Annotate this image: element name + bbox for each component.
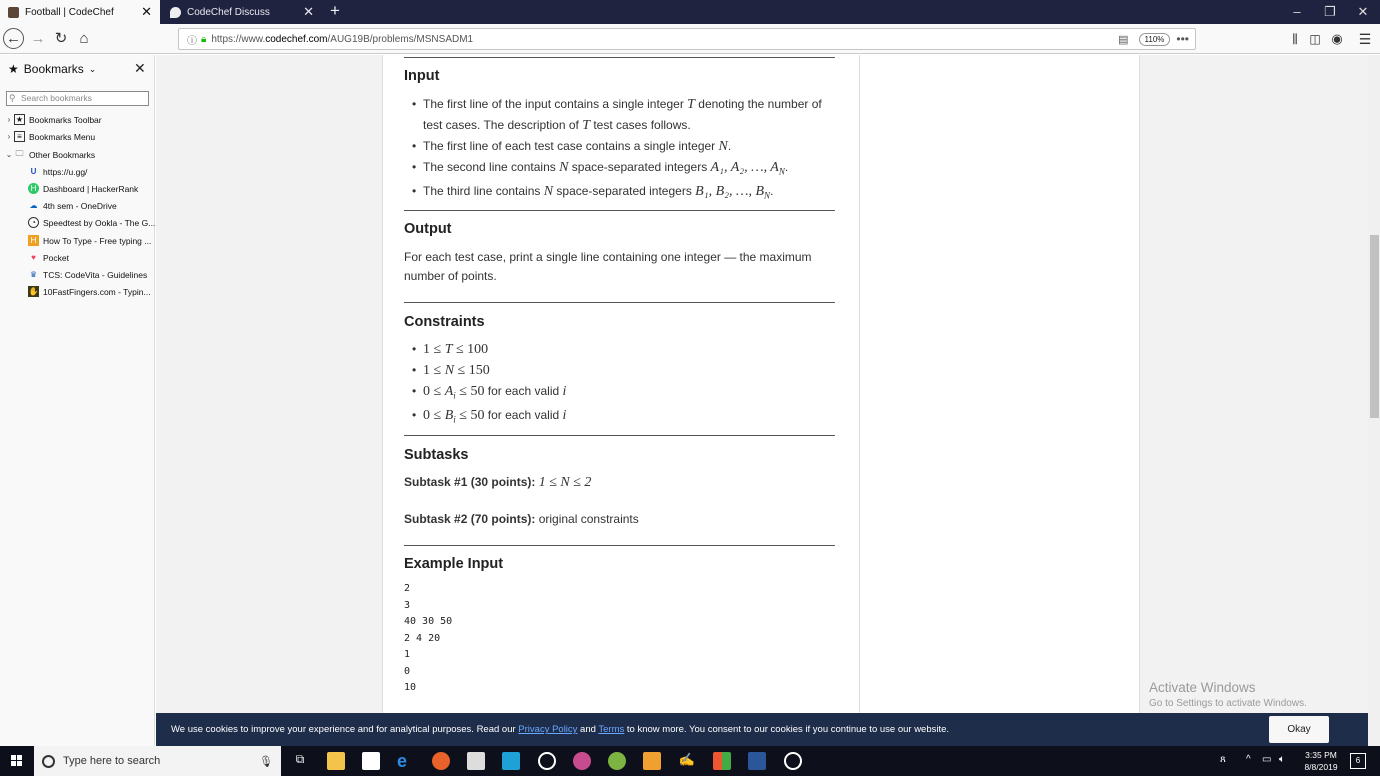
input-line-4: • The third line contains N space-separated integers B₁, B₂, …, $B_N$. — [404, 181, 844, 205]
close-window-button[interactable]: ✕ — [1357, 4, 1369, 19]
page-actions-icon[interactable]: ••• — [1176, 32, 1189, 46]
tab-title: CodeChef Discuss — [187, 6, 270, 18]
divider — [404, 435, 835, 436]
divider — [404, 302, 835, 303]
account-icon[interactable]: ◉ — [1331, 31, 1343, 46]
tray-chevron-up-icon[interactable]: ^ — [1246, 754, 1251, 765]
word-icon[interactable] — [748, 752, 766, 770]
people-icon[interactable]: ጸ — [1220, 754, 1226, 765]
okay-button[interactable]: Okay — [1269, 716, 1329, 743]
search-icon: ⚲ — [9, 93, 16, 103]
forward-button[interactable]: → — [30, 30, 46, 47]
chrome-icon[interactable] — [538, 752, 556, 770]
network-icon[interactable]: ▭ — [1262, 754, 1272, 765]
toolbar-folder-icon: ★ — [15, 115, 24, 124]
activate-windows-subtitle: Go to Settings to activate Windows. — [1149, 698, 1307, 709]
divider — [404, 545, 835, 546]
close-sidebar-icon[interactable]: ✕ — [134, 60, 146, 76]
input-list — [404, 94, 844, 206]
constraint-3: • $0 \le A_i \le 50$ for each valid i — [404, 381, 844, 405]
restore-button[interactable]: ❐ — [1324, 4, 1336, 19]
divider — [404, 210, 835, 211]
discuss-icon — [170, 7, 181, 18]
page-viewport — [156, 55, 1368, 746]
mail-icon[interactable] — [467, 752, 485, 770]
folder-bookmarks-menu[interactable]: › ≡ Bookmarks Menu — [7, 131, 96, 142]
bookmark-how-to-type[interactable]: H How To Type - Free typing ... — [28, 232, 151, 249]
folder-icon: 🗀 — [15, 148, 24, 158]
action-center-icon[interactable]: 6 — [1350, 753, 1366, 769]
office-icon[interactable] — [713, 752, 731, 770]
pocket-icon: ♥ — [31, 253, 36, 262]
windows-start-button[interactable] — [0, 746, 34, 776]
lock-icon: 🔒︎ — [201, 33, 207, 45]
codechef-icon — [8, 7, 19, 18]
app-icon[interactable] — [643, 752, 661, 770]
home-button[interactable]: ⌂ — [79, 30, 89, 47]
microphone-icon[interactable]: 🎙︎ — [259, 755, 273, 768]
constraint-1: • 1 ≤ T ≤ 100 — [404, 339, 844, 360]
volume-icon[interactable]: 🔈︎ — [1279, 754, 1285, 765]
info-icon[interactable]: ⓘ — [187, 35, 197, 47]
cookie-banner — [156, 713, 1368, 746]
taskbar-search-input[interactable]: Type here to search 🎙︎ — [34, 746, 281, 776]
subtask-2: Subtask #2 (70 points): original constraints — [404, 512, 639, 526]
menu-icon[interactable]: ☰ — [1358, 31, 1372, 47]
minimize-button[interactable]: – — [1293, 4, 1301, 19]
input-line-2: • The first line of each test case contains a single integer N. — [404, 136, 844, 157]
skype-icon[interactable] — [502, 752, 520, 770]
menu-folder-icon: ≡ — [14, 131, 25, 142]
constraint-4: • $0 \le B_i \le 50$ for each valid i — [404, 405, 844, 429]
sidebar-toggle-icon[interactable]: ◫ — [1309, 32, 1321, 46]
navigation-bar — [0, 24, 1380, 54]
activate-windows-title: Activate Windows — [1149, 680, 1256, 695]
chevron-down-icon: ⌄ — [88, 63, 97, 74]
bookmarks-sidebar — [0, 55, 155, 746]
folder-other-bookmarks[interactable]: ⌄ 🗀 Other Bookmarks — [5, 148, 96, 160]
bookmark-pocket[interactable]: ♥ Pocket — [28, 249, 69, 266]
bookmark-hackerrank[interactable]: H Dashboard | HackerRank — [28, 180, 138, 197]
windows-taskbar — [0, 746, 1380, 776]
speedtest-icon: ◔ — [28, 217, 39, 228]
new-tab-button[interactable]: + — [330, 1, 340, 20]
input-line-3: • The second line contains N space-separated integers A₁, A₂, …, $A_N$. — [404, 157, 844, 181]
constraints-heading: Constraints — [404, 314, 485, 330]
constraints-list — [404, 339, 844, 430]
10fastfingers-icon: ✋ — [28, 287, 39, 296]
star-icon: ★ — [8, 62, 19, 76]
firefox-icon[interactable] — [432, 752, 450, 770]
terms-link[interactable]: Terms — [598, 724, 625, 735]
sidebar-header[interactable] — [8, 62, 96, 76]
output-text: For each test case, print a single line containing one integer — the maximum number of points. — [404, 250, 812, 283]
divider — [404, 57, 835, 58]
bookmark-tcs-codevita[interactable]: ♛ TCS: CodeVita - Guidelines — [29, 269, 148, 280]
bookmark-speedtest[interactable]: ◔ Speedtest by Ookla - The G... — [28, 214, 155, 231]
scrollbar-thumb[interactable] — [1370, 235, 1379, 418]
library-icon[interactable]: ⫼ — [1292, 32, 1298, 46]
reload-button[interactable]: ↻ — [54, 30, 68, 47]
speedometer-icon[interactable] — [784, 752, 802, 770]
sidebar-title: Bookmarks — [23, 62, 84, 76]
constraint-2: • 1 ≤ N ≤ 150 — [404, 360, 844, 381]
howtotype-icon: H — [28, 235, 39, 246]
onedrive-icon: ☁ — [29, 201, 38, 210]
edge-icon[interactable]: e — [397, 751, 408, 771]
subtask-1: Subtask #1 (30 points): 1 ≤ N ≤ 2 — [404, 475, 592, 490]
ugg-icon: U — [30, 167, 37, 176]
reader-view-icon[interactable]: ▤ — [1118, 33, 1129, 46]
tab-bar — [0, 0, 1380, 24]
task-view-icon[interactable]: ⧉ — [295, 752, 305, 766]
subtasks-heading: Subtasks — [404, 447, 469, 463]
url-text: https://www.codechef.com/AUG19B/problems/MSNSADM1 — [211, 33, 474, 45]
codevita-icon: ♛ — [29, 270, 38, 279]
tab-codechef-discuss[interactable] — [162, 0, 322, 24]
close-tab-icon[interactable]: ✕ — [303, 4, 314, 19]
right-column — [860, 55, 1140, 746]
url-bar[interactable] — [178, 28, 1196, 50]
system-clock[interactable]: 3:35 PM 8/8/2019 — [1304, 750, 1338, 772]
search-bookmarks-input[interactable]: ⚲ Search bookmarks — [6, 91, 149, 106]
tab-title: Football | CodeChef — [25, 6, 114, 18]
output-heading: Output — [404, 221, 452, 237]
file-explorer-icon[interactable] — [327, 752, 345, 770]
search-icon — [42, 755, 55, 768]
bookmark-ugg[interactable]: U https://u.gg/ — [28, 163, 87, 180]
hackerrank-icon: H — [28, 183, 39, 194]
zoom-level[interactable]: 110% — [1139, 33, 1171, 46]
back-button[interactable]: ← — [3, 28, 24, 49]
bookmark-10fastfingers[interactable]: ✋ 10FastFingers.com - Typin... — [28, 286, 151, 297]
problem-statement — [382, 55, 860, 746]
close-tab-icon[interactable]: ✕ — [141, 4, 152, 19]
app-icon[interactable]: ✍ — [678, 752, 696, 767]
tab-football-codechef[interactable] — [0, 0, 160, 24]
cookie-text: We use cookies to improve your experience and for analytical purposes. Read our Privacy Policy and Terms to know more. You consent to our cookies if you continue to use our website. — [171, 724, 950, 735]
folder-bookmarks-toolbar[interactable]: › ★ Bookmarks Toolbar — [7, 114, 102, 125]
privacy-policy-link[interactable]: Privacy Policy — [518, 724, 578, 735]
input-heading: Input — [404, 68, 440, 84]
android-studio-icon[interactable] — [608, 752, 626, 770]
app-icon[interactable] — [573, 752, 591, 770]
bookmark-onedrive[interactable]: ☁ 4th sem - OneDrive — [29, 200, 117, 211]
windows-logo-icon — [0, 746, 34, 776]
store-icon[interactable] — [362, 752, 380, 770]
input-line-1: • The first line of the input contains a single integer T denoting the number of test cases. The description of T test cases follows. — [404, 94, 844, 136]
example-input: 2 3 40 30 50 2 4 20 1 0 10 — [404, 583, 453, 693]
example-input-heading: Example Input — [404, 556, 504, 572]
